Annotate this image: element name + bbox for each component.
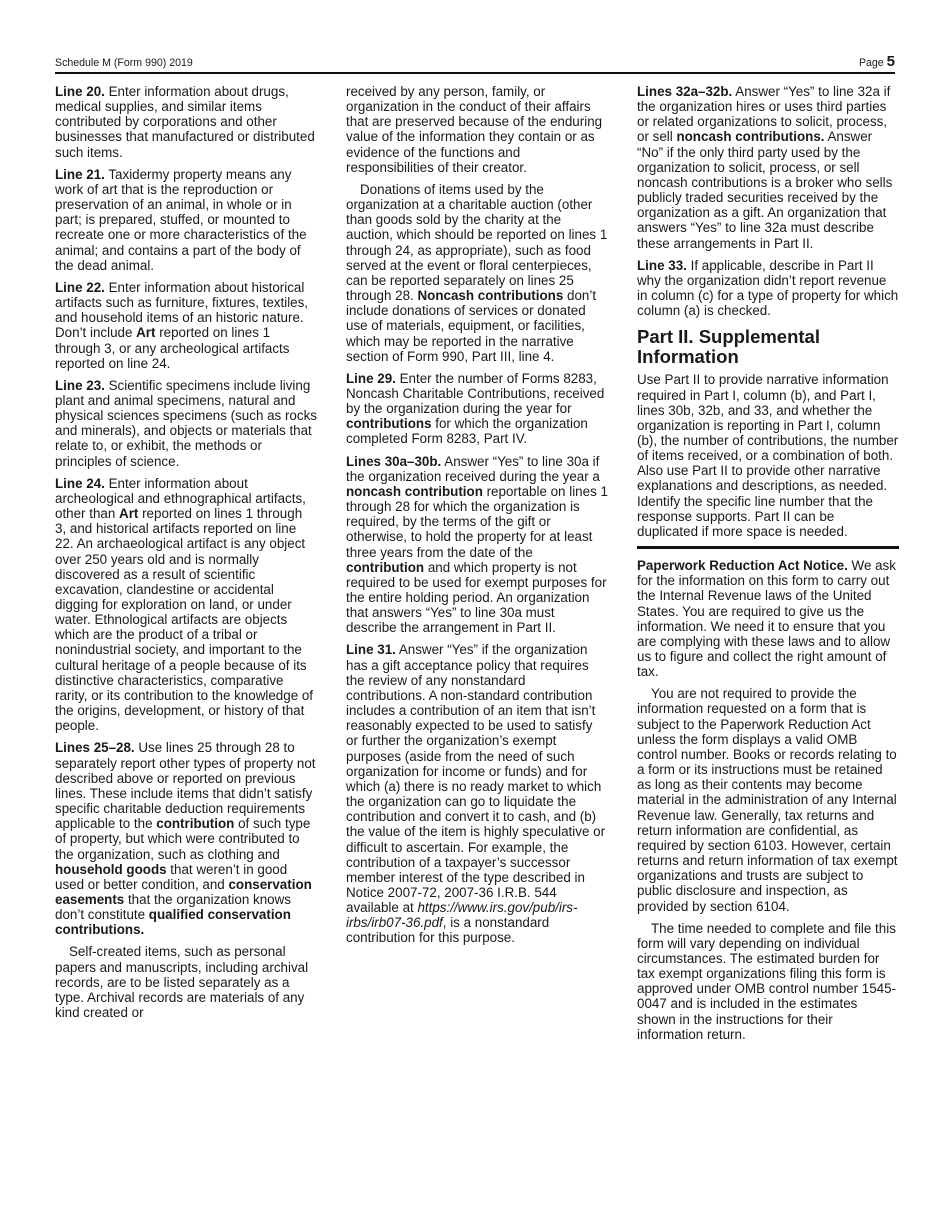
lines-30-text: Answer “Yes” to line 30a if the organization received during the year a [346, 453, 600, 484]
line-29-bold: contributions [346, 416, 432, 432]
lines-25-28-bold: contribution [156, 816, 235, 832]
lines-25-28-bold: conservation easements [55, 876, 312, 907]
page-header [55, 53, 895, 73]
line-31-heading: Line 31. [346, 642, 396, 658]
line-22-text: reported on lines 1 through 3, or any archeological artifacts reported on line 24. [55, 325, 290, 371]
line-24-heading: Line 24. [55, 475, 105, 491]
page-label: Page [858, 57, 884, 69]
lines-25-28-text: of such type of property, but which were contributed to the organization, such as clothing and [55, 816, 311, 862]
lines-25-28-text: that the organization knows don’t constitute [55, 891, 291, 923]
lines-25-28-heading: Lines 25–28. [55, 740, 135, 756]
line-33-text: If applicable, describe in Part II why the organization didn’t report revenue in column (c) for a type of property for which column (a) is checked. [637, 257, 899, 319]
line-24-paragraph [55, 476, 317, 734]
line-20-heading: Line 20. [55, 84, 105, 99]
line-21-text: Taxidermy property means any work of art that is the reproduction or preservation of an animal, in whole or in part; is prepared, stuffed, or mounted to recreate one or more characteristics of the animal; and contains a part of the body of the dead animal. [55, 166, 307, 273]
lines-25-28-text: that weren’t in good used or better condition, and [55, 861, 288, 892]
column-2 [346, 84, 608, 953]
line-20-text: Enter information about drugs, medical supplies, and similar items contributed by corporations and other businesses that manufactured or distributed such items. [55, 84, 315, 160]
self-created-paragraph: Self-created items, such as personal papers and manuscripts, including archival records, are to be listed separately as a type. Archival records are materials of any kind created or [55, 944, 309, 1021]
line-31-text: Answer “Yes” if the organization has a gift acceptance policy that requires the review of any nonstandard contributions. A non-standard contribution includes a contribution of an item that isn’t reasonably expected to be used to satisfy or further the organization’s exempt purposes (aside from the need of such organization for income or funds) and for which (a) there is no ready market to which the organization can go to liquidate the contribution and convert it to cash, and (b) the value of the item is highly speculative or difficult to ascertain. For example, the contribution of a taxpayer’s successor member interest of the type described in Notice 2007-72, 2007-36 I.R.B. 544 available at [346, 642, 606, 916]
lines-32-heading: Lines 32a–32b. [637, 84, 733, 99]
lines-30-text: reportable on lines 1 through 28 for which the organization is required, by the terms of the gift or otherwise, to hold the property for at least three years from the date of the [346, 483, 608, 560]
lines-30-text: and which property is not required to be used for exempt purposes for the entire holding period. An organization that answers “Yes” to line 30a must describe the arrangement in Part II. [346, 559, 607, 636]
lines-25-28-text: Use lines 25 through 28 to separately report other types of property not described above or reported on previous lines. These include items that didn’t satisfy specific charitable deduction requirements applicable to the [55, 740, 316, 832]
donations-bold: Noncash contributions [417, 288, 564, 304]
line-24-text: Enter information about archeological and ethnographical artifacts, other than [55, 475, 306, 522]
lines-32-text: Answer “Yes” to line 32a if the organization hires or uses third parties or related organizations to solicit, process, or sell [637, 84, 891, 145]
line-33-heading: Line 33. [637, 257, 687, 273]
section-divider [637, 546, 899, 549]
paperwork-heading: Paperwork Reduction Act Notice. [637, 558, 848, 574]
form-title: Schedule M (Form 990) 2019 [55, 57, 193, 69]
line-24-text: reported on lines 1 through 3, and historical artifacts reported on line 22. An archaeological artifact is any object over 250 years old and is normally discovered as a result of scientific excavation, clandestine or accidental digging for exploration on land, or under water. Ethnological artifacts are objects which are the product of a tribal or nonindustrial society, and important to the cultural heritage of a people because of its distinctive characteristics, comparative rarity, or its contribution to the knowledge of the origins, development, or history of that people. [55, 506, 314, 734]
column-1 [55, 84, 317, 1027]
line-22-paragraph [55, 280, 317, 371]
lines-25-28-bold: qualified conservation contributions. [55, 907, 291, 938]
lines-32-paragraph [637, 84, 899, 251]
lines-25-28-bold: household goods [55, 861, 167, 877]
line-22-heading: Line 22. [55, 279, 105, 295]
line-31-paragraph [346, 642, 608, 945]
paperwork-text: We ask for the information on this form to carry out the Internal Revenue laws of the United States. You are required to give us the information. We need it to ensure that you are complying with these laws and to allow us to figure and collect the right amount of tax. [637, 558, 896, 680]
line-24-bold: Art [119, 506, 139, 522]
lines-30-heading: Lines 30a–30b. [346, 453, 442, 469]
part-2-paragraph: Use Part II to provide narrative information required in Part I, column (b), and Part I, lines 30b, 32b, and 33, and whether the organization is reporting in Part I, column (b), the number of contributions, the number of items received, or a combination of both. Also use Part II to provide other narrative explanations and descriptions, as needed. Identify the specific line number that the response supports. Part II can be duplicated if more space is needed. [637, 372, 899, 539]
lines-30-bold: contribution [346, 559, 425, 575]
lines-30-paragraph [346, 454, 608, 636]
line-22-bold: Art [136, 325, 156, 341]
column-3 [637, 84, 899, 1049]
page-number: 5 [886, 53, 895, 70]
line-20-paragraph [55, 84, 317, 160]
lines-30-bold: noncash contribution [346, 483, 483, 499]
omb-paragraph: You are not required to provide the information requested on a form that is subject to the Paperwork Reduction Act unless the form displays a valid OMB control number. Books or records relating to a form or its instructions must be retained as long as their contents may become material in the administration of any Internal Revenue law. Generally, tax returns and return information are confidential, as required by section 6103. However, certain returns and return information of tax exempt organizations and trusts are subject to public disclosure and inspection, as provided by section 6104. [637, 686, 898, 914]
line-23-heading: Line 23. [55, 377, 105, 393]
line-23-paragraph [55, 378, 317, 469]
lines-25-28-paragraph [55, 740, 317, 937]
donations-text: Donations of items used by the organization at a charitable auction (other than goods sold by the charity at the auction, which should be reported on lines 1 through 24, as appropriate), such as food served at the event or floral centerpieces, can be reported separately on lines 25 through 28. [346, 181, 608, 304]
continuation-paragraph: received by any person, family, or organization in the conduct of their affairs that are preserved because of the enduring value of the information they contain or as evidence of the functions and responsibilities of their creator. [346, 84, 603, 175]
header-rule [55, 72, 895, 74]
line-29-text: Enter the number of Forms 8283, Noncash Charitable Contributions, received by the organization during the year for [346, 370, 605, 417]
line-29-paragraph [346, 371, 608, 447]
line-31-text: , is a nonstandard contribution for this purpose. [346, 915, 550, 946]
irs-url-link[interactable]: https://www.irs.gov/pub/irs-irbs/irb07-36.pdf [346, 900, 578, 931]
line-22-text: Enter information about historical artifacts such as furniture, fixtures, textiles, and household items of an historic nature. Don’t include [55, 279, 309, 341]
donations-paragraph [346, 182, 608, 364]
line-21-heading: Line 21. [55, 166, 105, 182]
lines-32-text: Answer “No” if the only third party used by the organization to solicit, process, or sell noncash contributions is a broker who sells publicly traded securities received by the organization as a gift. An organization that answers “Yes” to line 32a must describe these arrangements in Part II. [637, 129, 893, 251]
lines-32-bold: noncash contributions. [676, 129, 825, 145]
time-paragraph: The time needed to complete and file this form will vary depending on individual circumstances. The estimated burden for tax exempt organizations filing this form is approved under OMB control number 1545-0047 and is included in the estimates shown in the instructions for their information return. [637, 920, 897, 1042]
donations-text: don’t include donations of services or donated use of materials, equipment, or facilities, which may be reported in the narrative section of Form 990, Part III, line 4. [346, 288, 597, 364]
part-2-heading: Part II. Supplemental Information [637, 326, 820, 368]
line-33-paragraph [637, 258, 899, 319]
line-23-text: Scientific specimens include living plant and animal specimens, natural and physical sciences specimens (such as rocks and minerals), and objects or materials that relate to, or exhibit, the methods or principles of science. [55, 377, 317, 469]
paperwork-paragraph [637, 558, 899, 679]
page-indicator [859, 53, 895, 70]
line-21-paragraph [55, 167, 317, 273]
line-29-heading: Line 29. [346, 370, 396, 386]
line-29-text: for which the organization completed Form 8283, Part IV. [346, 416, 588, 447]
